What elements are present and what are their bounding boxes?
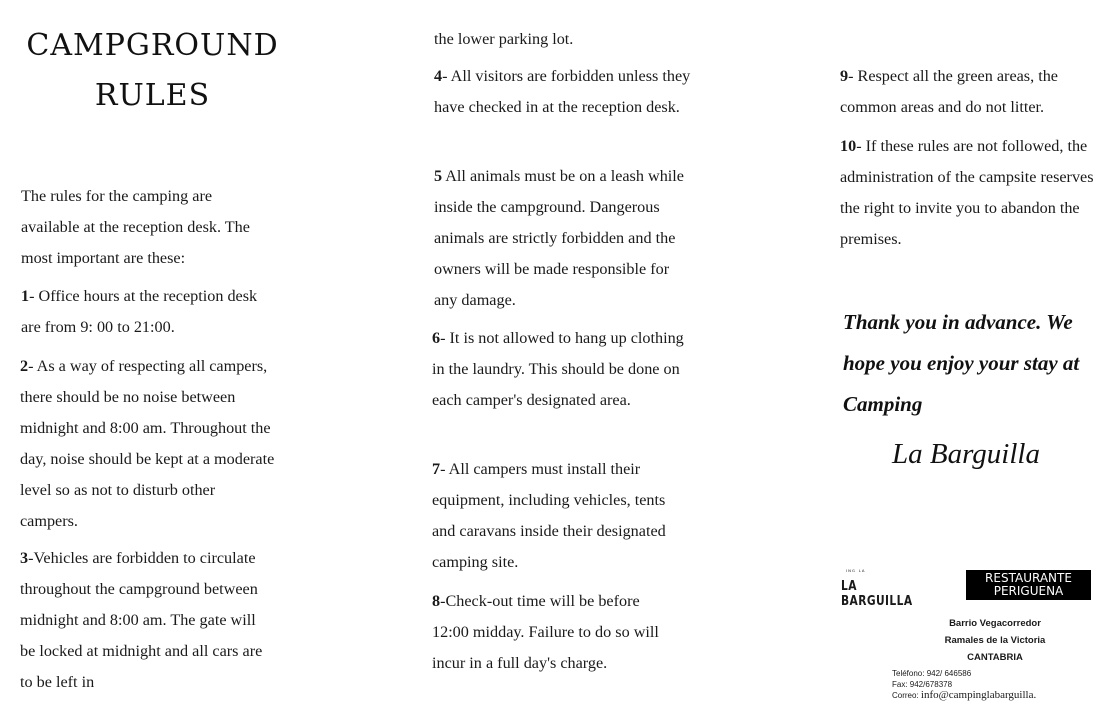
rule-9-text: - Respect all the green areas, the common areas and do not litter. (840, 67, 1058, 116)
rule-4-number: 4 (434, 67, 443, 85)
address-line-1: Barrio Vegacorredor (949, 618, 1041, 629)
contact-block (892, 668, 1092, 701)
logo-text: LA BARGUILLA (841, 579, 913, 609)
rule-4 (434, 61, 692, 123)
rule-6-number: 6 (432, 329, 441, 347)
rule-5-text: All animals must be on a leash while inside the campground. Dangerous animals are strictly forbidden and the owners will be made responsible for any damage. (434, 167, 684, 309)
restaurant-logo (966, 570, 1091, 600)
rule-3-number: 3 (20, 549, 29, 567)
phone-number: Teléfono: 942/ 646586 (892, 669, 972, 678)
rule-8-number: 8 (432, 592, 441, 610)
rule-7 (432, 454, 684, 578)
rule-5 (434, 161, 692, 316)
rule-4-text: - All visitors are forbidden unless they have checked in at the reception desk. (434, 67, 691, 116)
rule-7-text: - All campers must install their equipment, including vehicles, tents and caravans inside their designated camping site. (432, 460, 666, 571)
rule-6 (432, 323, 692, 416)
rule-5-number: 5 (434, 167, 443, 185)
address-block (926, 615, 1064, 666)
title-line-1: CAMPGROUND (26, 28, 279, 63)
rule-7-number: 7 (432, 460, 441, 478)
rule-8 (432, 586, 677, 679)
intro-paragraph: The rules for the camping are available at the reception desk. The most important are these: (21, 187, 250, 267)
thank-you-message: Thank you in advance. We hope you enjoy your stay at Camping (843, 310, 1080, 416)
rule-3 (20, 543, 270, 698)
rule-2-number: 2 (20, 357, 29, 375)
rule-1 (21, 281, 261, 343)
rule-2 (20, 351, 276, 537)
address-line-2: Ramales de la Victoria (944, 635, 1046, 646)
rule-1-number: 1 (21, 287, 30, 305)
rule-6-text: - It is not allowed to hang up clothing in the laundry. This should be done on each camper's designated area. (432, 329, 684, 409)
rule-1-text: - Office hours at the reception desk are from 9: 00 to 21:00. (21, 287, 258, 336)
address-line-3: CANTABRIA (967, 652, 1023, 663)
restaurant-line-1: RESTAURANTE (985, 571, 1072, 585)
rule-9 (840, 61, 1102, 123)
restaurant-line-2: PERIGUENA (993, 584, 1064, 598)
email-line (892, 690, 1092, 701)
rule-3-continuation: the lower parking lot. (434, 30, 574, 48)
rule-10-text: - If these rules are not followed, the administration of the campsite reserves the right to invite you to abandon the premises. (840, 137, 1094, 248)
title-line-2: RULES (94, 78, 211, 113)
email-label: Correo: (892, 691, 919, 700)
rule-10 (840, 131, 1102, 255)
logo-small-text: ᴵᴺᴳ ᴸᴬ (846, 569, 866, 576)
rule-10-number: 10 (840, 137, 857, 155)
fax-number: Fax: 942/678378 (892, 680, 953, 689)
rule-2-text: - As a way of respecting all campers, there should be no noise between midnight and 8:00 am. Throughout the day, noise should be kept at a moderate level so as not to disturb other campers. (20, 357, 275, 530)
rule-9-number: 9 (840, 67, 849, 85)
email-address: info@campinglabarguilla. (920, 689, 1037, 701)
brand-name: La Barguilla (892, 438, 1040, 470)
rule-3-text: -Vehicles are forbidden to circulate throughout the campground between midnight and 8:00 am. The gate will be locked at midnight and all cars are to be left in (20, 549, 263, 691)
rule-8-text: -Check-out time will be before 12:00 midday. Failure to do so will incur in a full day's charge. (432, 592, 659, 672)
la-barguilla-logo (841, 569, 941, 609)
